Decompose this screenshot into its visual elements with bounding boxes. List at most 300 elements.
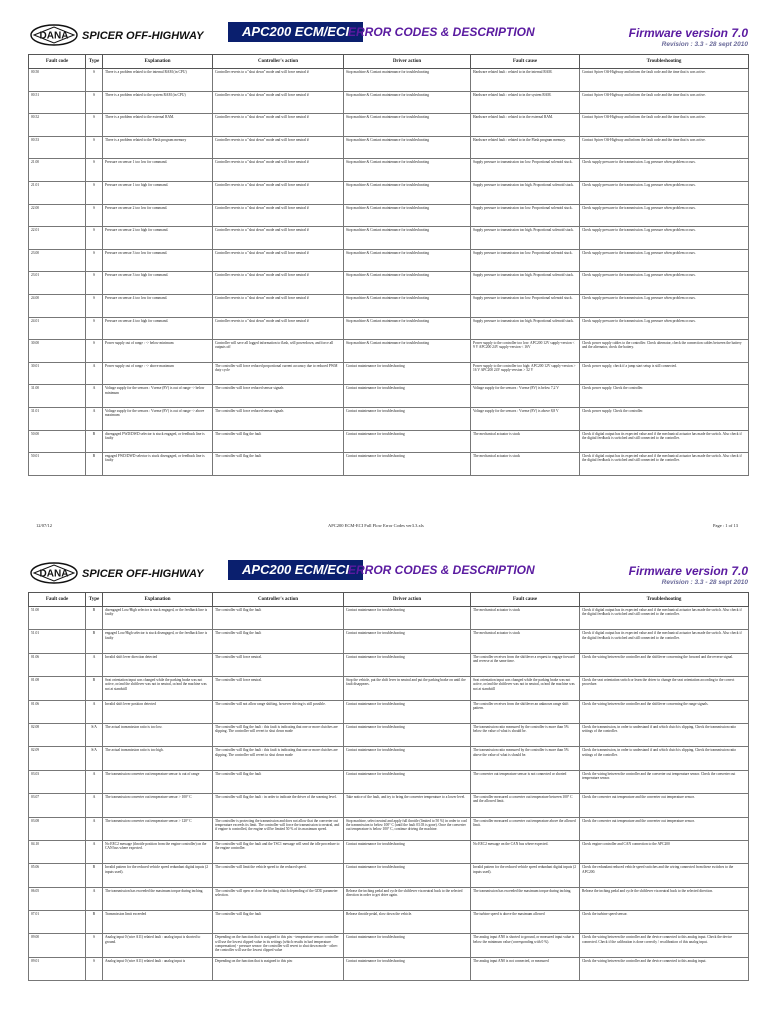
fault-cause-cell: Supply pressure to transmission too low. Proportional solenoid stuck. [471,204,580,227]
column-header: Fault code [29,55,86,69]
fault-cause-cell: The analog input AN0 is shorted to ground, or measured input value is below the minimum value (corresponding with 0 %). [471,934,580,957]
troubleshooting-cell: Check the redundant reduced vehicle speed switches and the wiring connected from these switches to the APC200. [580,864,749,887]
footer-date: 12/07/12 [36,523,53,528]
fault-cause-cell: Supply pressure to transmission too low. Proportional solenoid stuck. [471,159,580,182]
troubleshooting-cell: Check the turbine speed sensor. [580,911,749,934]
column-header: Fault cause [471,55,580,69]
troubleshooting-cell: Check power supply. Check the controller. [580,407,749,430]
column-header: Explanation [103,593,213,607]
explanation-cell: The transmission converter out temperature sensor is out of range [103,770,213,793]
troubleshooting-cell: Check power supply, check if a jump start setup is still connected. [580,362,749,385]
troubleshooting-cell: Check supply pressure to the transmission. Log pressure when problem occurs. [580,249,749,272]
troubleshooting-cell: Check the transmission, in order to understand if and which clutch is slipping. Check the transmission ratio settings of the controller. [580,723,749,746]
firmware-version: Firmware version 7.0 [628,564,748,578]
fault-code-cell: 30.00 [29,340,86,363]
driver-action-cell: Stop machine, select neutral and apply full throttle (limited to 50 %) in order to cool the transmission to below 100° C (until the fault 03.03 is gone). Once the converter out temperature is below 100° C, continue driving the machine. [344,817,471,840]
controller-action-cell: The controller will open or close the inching clutch depending of the GDU parameter selection. [213,887,344,910]
troubleshooting-cell: Check the wiring between the controller and the device connected to this analog input. Check the device connected. Check if the calibration is done correctly / recalibration of this analog input. [580,934,749,957]
explanation-cell: There is a problem related to the Flash program memory [103,136,213,159]
type-cell: S [86,272,103,295]
table-row [29,227,749,250]
driver-action-cell: Stop machine & Contact maintenance for troubleshooting [344,249,471,272]
explanation-cell: Pressure on sensor 1 too low for command. [103,159,213,182]
table-row [29,911,749,934]
type-cell: A [86,407,103,430]
type-cell: A [86,700,103,723]
table-row [29,840,749,863]
fault-code-cell: 01.08 [29,677,86,700]
driver-action-cell: Stop machine & Contact maintenance for troubleshooting [344,204,471,227]
troubleshooting-cell: Check the seat orientation switch or learn the driver to change the seat orientation according to the correct procedure. [580,677,749,700]
table-row [29,407,749,430]
explanation-cell: Analog input 0 (wire A11) related fault : analog input is [103,957,213,980]
controller-action-cell: The controller will flag the fault [213,630,344,653]
fault-cause-cell: The controller measured a converter out temperature between 100° C and the allowed limit. [471,794,580,817]
controller-action-cell: The controller is protecting the transmission and does not allow that the converter out temperature exceeds its limit. The controller will force the transmission to neutral, and if engine is controlled, the engine will be limited 50 % of its maximum speed. [213,817,344,840]
explanation-cell: Invalid pattern for the reduced vehicle speed redundant digital inputs (2 inputs used). [103,864,213,887]
controller-action-cell: The controller will flag the fault : this fault is indicating that one or more clutches are slipping. The controller will revert to shut down mode [213,723,344,746]
fault-cause-cell: Supply pressure to transmission too high. Proportional solenoid stuck. [471,317,580,340]
type-cell: S [86,249,103,272]
fault-code-cell: 21.01 [29,181,86,204]
type-cell: A [86,770,103,793]
controller-action-cell: Controller reverts to a "shut down" mode and will force neutral # [213,181,344,204]
controller-action-cell: The controller will flag the fault [213,453,344,476]
fault-code-cell: 09.00 [29,934,86,957]
fault-code-cell: 00.51 [29,91,86,114]
controller-action-cell: The controller will flag the fault [213,911,344,934]
explanation-cell: Power supply out of range : -> below minimum [103,340,213,363]
driver-action-cell: Contact maintenance for troubleshooting [344,864,471,887]
table-row [29,294,749,317]
driver-action-cell: Contact maintenance for troubleshooting [344,700,471,723]
driver-action-cell: Contact maintenance for troubleshooting [344,607,471,630]
fault-code-cell: 30.01 [29,362,86,385]
fault-cause-cell: Supply pressure to transmission too low. Proportional solenoid stuck. [471,294,580,317]
troubleshooting-cell: Check supply pressure to the transmission. Log pressure when problem occurs. [580,159,749,182]
controller-action-cell: Controller will save all logged information to flash, will powerdown, and force all outputs off [213,340,344,363]
column-header: Type [86,55,103,69]
fault-cause-cell: Hardware related fault : related to in the internal RAM. [471,69,580,92]
controller-action-cell: Controller reverts to a "shut down" mode and will force neutral # [213,317,344,340]
fault-cause-cell: Voltage supply for the sensors : Vsense (8V) is above 8,8 V [471,407,580,430]
table-header [29,593,749,607]
driver-action-cell: Contact maintenance for troubleshooting [344,630,471,653]
driver-action-cell: Stop machine & Contact maintenance for troubleshooting [344,159,471,182]
troubleshooting-cell: Check the converter out temperature and the converter out temperature sensor. [580,817,749,840]
driver-action-cell: Stop machine & Contact maintenance for troubleshooting [344,136,471,159]
type-cell: S/A [86,747,103,770]
driver-action-cell: Stop machine & Contact maintenance for troubleshooting [344,227,471,250]
fault-code-cell: 22.01 [29,227,86,250]
type-cell: B [86,677,103,700]
fault-cause-cell: The controller receives from the shiftlever a request to engage forward and reverse at the same time. [471,653,580,676]
fault-code-cell: 50.01 [29,453,86,476]
error-codes-table [28,592,749,981]
driver-action-cell: Stop machine & Contact maintenance for troubleshooting [344,317,471,340]
page-footer [28,523,748,531]
controller-action-cell: Controller reverts to a "shut down" mode and will force neutral # [213,204,344,227]
fault-cause-cell: Power supply to the controller too high: APC200 12V supply-version > 16 V APC200 24V supply-version > 32 V [471,362,580,385]
troubleshooting-cell: Contact Spicer Off-Highway and inform the fault code and the time that is was active. [580,69,749,92]
explanation-cell: There is a problem related to the system RAM (in CPU) [103,91,213,114]
type-cell: S [86,227,103,250]
table-row [29,747,749,770]
model-title: APC200 ECM/ECI [228,22,363,42]
explanation-cell: Pressure on sensor 4 too high for command. [103,317,213,340]
troubleshooting-cell: Check if digital output has its expected value and if the mechanical actuator has made the switch. Also check if the digital feedback is switched and still connected to the controller. [580,607,749,630]
driver-action-cell: Contact maintenance for troubleshooting [344,362,471,385]
table-row [29,864,749,887]
fault-code-cell: 09.01 [29,957,86,980]
model-title: APC200 ECM/ECI [228,560,363,580]
type-cell: S [86,317,103,340]
fault-code-cell: 23.00 [29,249,86,272]
fault-code-cell: 01.06 [29,700,86,723]
controller-action-cell: The controller will flag the fault : in order to indicate the driver of the warning level. [213,794,344,817]
controller-action-cell: Controller reverts to a "shut down" mode and will force neutral # [213,272,344,295]
fault-cause-cell: The transmission ratio measured by the controller is more than 5% above the value of what is should be. [471,747,580,770]
table-row [29,794,749,817]
fault-code-cell: 00.50 [29,69,86,92]
fault-cause-cell: Supply pressure to transmission too high. Proportional solenoid stuck. [471,272,580,295]
document-page-2 [24,560,748,1024]
column-header: Fault cause [471,593,580,607]
type-cell: B [86,911,103,934]
fault-code-cell: 02.08 [29,723,86,746]
firmware-version: Firmware version 7.0 [628,26,748,40]
type-cell: S [86,934,103,957]
explanation-cell: The actual transmission ratio is too high. [103,747,213,770]
table-row [29,91,749,114]
table-row [29,362,749,385]
type-cell: S [86,204,103,227]
type-cell: A [86,362,103,385]
revision-label: Revision : 3.3 - 28 sept 2010 [661,41,748,48]
troubleshooting-cell: Check supply pressure to the transmission. Log pressure when problem occurs. [580,294,749,317]
fault-cause-cell: The mechanical actuator is stuck [471,630,580,653]
table-row [29,204,749,227]
controller-action-cell: Controller reverts to a "shut down" mode and will force neutral # [213,294,344,317]
type-cell: B [86,453,103,476]
troubleshooting-cell: Check if digital output has its expected value and if the mechanical actuator has made the switch. Also check if the digital feedback is switched and still connected to the controller. [580,430,749,453]
fault-code-cell: 31.00 [29,385,86,408]
revision-label: Revision : 3.3 - 28 sept 2010 [661,579,748,586]
fault-code-cell: 31.01 [29,407,86,430]
fault-code-cell: 23.01 [29,272,86,295]
troubleshooting-cell: Check power supply. Check the controller. [580,385,749,408]
table-row [29,700,749,723]
fault-cause-cell: The transmission ratio measured by the controller is more than 5% below the value of what is should be. [471,723,580,746]
fault-cause-cell: The mechanical actuator is stuck [471,607,580,630]
troubleshooting-cell: Contact Spicer Off-Highway and inform the fault code and the time that is was active. [580,91,749,114]
dana-logo [30,24,235,46]
driver-action-cell: Contact maintenance for troubleshooting [344,957,471,980]
error-codes-table [28,54,749,476]
fault-code-cell: 01.06 [29,653,86,676]
fault-code-cell: 00.53 [29,136,86,159]
fault-code-cell: 03.08 [29,817,86,840]
controller-action-cell: Controller reverts to a "shut down" mode and will force neutral # [213,114,344,137]
fault-cause-cell: Seat orientation input was changed while the parking brake was not active, or/and the shiftlever was not in neutral, or/and the machine was not at standstill [471,677,580,700]
fault-cause-cell: Supply pressure to transmission too high. Proportional solenoid stuck. [471,181,580,204]
type-cell: S [86,957,103,980]
explanation-cell: Pressure on sensor 2 too low for command. [103,204,213,227]
table-row [29,272,749,295]
explanation-cell: engaged Low/High selector is stuck disengaged, or the feedback line is faulty [103,630,213,653]
fault-cause-cell: No EEC2 message on the CAN bus where expected. [471,840,580,863]
type-cell: S/A [86,723,103,746]
explanation-cell: The transmission converter out temperature sensor > 100° C [103,794,213,817]
driver-action-cell: Stop machine & Contact maintenance for troubleshooting [344,91,471,114]
troubleshooting-cell: Check supply pressure to the transmission. Log pressure when problem occurs. [580,204,749,227]
document-page-1 [24,22,748,527]
controller-action-cell: The controller will flag the fault and the TSC1 message will send the idle procedure to the engine controller. [213,840,344,863]
table-row [29,385,749,408]
table-row [29,934,749,957]
explanation-cell: Pressure on sensor 3 too high for command. [103,272,213,295]
explanation-cell: The actual transmission ratio is too low. [103,723,213,746]
driver-action-cell: Contact maintenance for troubleshooting [344,385,471,408]
column-header: Explanation [103,55,213,69]
troubleshooting-cell: Contact Spicer Off-Highway and inform the fault code and the time that is was active. [580,114,749,137]
controller-action-cell: Depending on the function that is assigned to this pin: [213,957,344,980]
column-header: Troubleshooting [580,593,749,607]
controller-action-cell: The controller will force reduced sensor signals [213,385,344,408]
explanation-cell: disengaged Low/High selector is stuck engaged, or the feedback line is faulty [103,607,213,630]
troubleshooting-cell: Check the converter out temperature and the converter out temperature sensor. [580,794,749,817]
driver-action-cell: Take notice of the fault, and try to bring the converter temperature to a lower level. [344,794,471,817]
controller-action-cell: The controller will flag the fault [213,770,344,793]
type-cell: A [86,840,103,863]
table-row [29,653,749,676]
fault-code-cell: 24.00 [29,294,86,317]
driver-action-cell: Contact maintenance for troubleshooting [344,723,471,746]
svg-text:SPICER OFF-HIGHWAY: SPICER OFF-HIGHWAY [82,30,204,42]
controller-action-cell: The controller will force reduced sensor signals [213,407,344,430]
table-row [29,630,749,653]
troubleshooting-cell: Check if digital output has its expected value and if the mechanical actuator has made the switch. Also check if the digital feedback is switched and still connected to the controller. [580,630,749,653]
table-row [29,69,749,92]
explanation-cell: Pressure on sensor 2 too high for command. [103,227,213,250]
driver-action-cell: Stop machine & Contact maintenance for troubleshooting [344,272,471,295]
fault-code-cell: 24.01 [29,317,86,340]
controller-action-cell: Controller reverts to a "shut down" mode and will force neutral # [213,227,344,250]
type-cell: A [86,385,103,408]
fault-cause-cell: Hardware related fault : related to in the system RAM. [471,91,580,114]
type-cell: B [86,864,103,887]
troubleshooting-cell: Check the wiring between the controller and the shiftlever concerning the range signals. [580,700,749,723]
table-row [29,114,749,137]
fault-cause-cell: Supply pressure to transmission too low. Proportional solenoid stuck. [471,249,580,272]
fault-code-cell: 00.52 [29,114,86,137]
driver-action-cell: Stop machine & Contact maintenance for troubleshooting [344,340,471,363]
explanation-cell: Seat orientation input was changed while the parking brake was not active, or/and the shiftlever was not in neutral, or/and the machine was not at standstill [103,677,213,700]
troubleshooting-cell: Check supply pressure to the transmission. Log pressure when problem occurs. [580,181,749,204]
fault-cause-cell: Invalid pattern for the reduced vehicle speed redundant digital inputs (2 inputs used). [471,864,580,887]
table-row [29,430,749,453]
table-row [29,340,749,363]
fault-code-cell: 06.05 [29,887,86,910]
troubleshooting-cell: Check supply pressure to the transmission. Log pressure when problem occurs. [580,272,749,295]
troubleshooting-cell: Contact Spicer Off-Highway and inform the fault code and the time that is was active. [580,136,749,159]
fault-cause-cell: The mechanical actuator is stuck [471,430,580,453]
fault-code-cell: 51.01 [29,630,86,653]
table-row [29,887,749,910]
fault-cause-cell: Hardware related fault : related to in the Flash program memory. [471,136,580,159]
type-cell: B [86,630,103,653]
controller-action-cell: Depending on the function that is assigned to this pin: - temperature sensor: controller will use the lowest clipped value in its settings (which results in bad temperature compensation) - pressure sensor: the controller will revert to shut down mode - other: the controller will use the lowest clipped value [213,934,344,957]
controller-action-cell: The controller will flag the fault [213,607,344,630]
column-header: Driver action [344,55,471,69]
type-cell: S [86,294,103,317]
fault-cause-cell: The analog input AN0 is not connected, or measured [471,957,580,980]
fault-cause-cell: The mechanical actuator is stuck [471,453,580,476]
troubleshooting-cell: Check the wiring between the controller and the shiftlever concerning the forward and the reverse signal. [580,653,749,676]
table-row [29,607,749,630]
table-row [29,249,749,272]
controller-action-cell: The controller will force neutral. [213,677,344,700]
table-row [29,159,749,182]
table-header [29,55,749,69]
troubleshooting-cell: Check the transmission, in order to understand if and which clutch is slipping. Check the transmission ratio settings of the controller. [580,747,749,770]
explanation-cell: There is a problem related to the internal RAM (in CPU) [103,69,213,92]
fault-cause-cell: The transmission has exceeded the maximum torque during inching. [471,887,580,910]
explanation-cell: Pressure on sensor 4 too low for command. [103,294,213,317]
fault-code-cell: 04.10 [29,840,86,863]
fault-code-cell: 07.01 [29,911,86,934]
table-body [29,607,749,981]
controller-action-cell: Controller reverts to a "shut down" mode and will force neutral # [213,136,344,159]
troubleshooting-cell: Check power supply cables to the controller. Check alternator, check the connection cables between the battery and the alternator, check the battery. [580,340,749,363]
troubleshooting-cell: Check supply pressure to the transmission. Log pressure when problem occurs. [580,317,749,340]
driver-action-cell: Contact maintenance for troubleshooting [344,407,471,430]
driver-action-cell: Contact maintenance for troubleshooting [344,934,471,957]
column-header: Fault code [29,593,86,607]
table-row [29,453,749,476]
controller-action-cell: Controller reverts to a "shut down" mode and will force neutral # [213,159,344,182]
fault-cause-cell: The controller receives from the shiftlever an unknown range shift pattern. [471,700,580,723]
controller-action-cell: The controller will force reduced proportional current accuracy due to reduced PWM duty cycle [213,362,344,385]
fault-code-cell: 22.00 [29,204,86,227]
driver-action-cell: Contact maintenance for troubleshooting [344,430,471,453]
document-title: ERROR CODES & DESCRIPTION [348,563,535,577]
explanation-cell: Power supply out of range : -> above maximum [103,362,213,385]
column-header: Driver action [344,593,471,607]
footer-filename: APC200 ECM-ECI Full Flow Error Codes ver3.3.xls [328,523,424,528]
type-cell: S [86,159,103,182]
explanation-cell: Voltage supply for the sensors : Vsense (8V) is out of range -> below minimum [103,385,213,408]
type-cell: A [86,794,103,817]
type-cell: S [86,340,103,363]
driver-action-cell: Stop machine & Contact maintenance for troubleshooting [344,294,471,317]
explanation-cell: The transmission has exceeded the maximum torque during inching. [103,887,213,910]
driver-action-cell: Contact maintenance for troubleshooting [344,747,471,770]
troubleshooting-cell: Check engine controller and CAN connection to the APC200 [580,840,749,863]
fault-code-cell: 21.00 [29,159,86,182]
driver-action-cell: Stop the vehicle, put the shift lever in neutral and put the parking brake on until the fault disappears. [344,677,471,700]
explanation-cell: Pressure on sensor 3 too low for command. [103,249,213,272]
troubleshooting-cell: Release the inching pedal and cycle the shiftlever via neutral back to the selected direction. [580,887,749,910]
type-cell: A [86,817,103,840]
controller-action-cell: The controller will flag the fault : this fault is indicating that one or more clutches are slipping. The controller will revert to shut down mode [213,747,344,770]
table-row [29,723,749,746]
fault-cause-cell: Supply pressure to transmission too high. Proportional solenoid stuck. [471,227,580,250]
type-cell: A [86,887,103,910]
fault-code-cell: 51.00 [29,607,86,630]
column-header: Type [86,593,103,607]
troubleshooting-cell: Check supply pressure to the transmission. Log pressure when problem occurs. [580,227,749,250]
explanation-cell: disengaged FWD/DWD selector is stuck engaged, or feedback line is faulty [103,430,213,453]
explanation-cell: Invalid shift lever direction detected [103,653,213,676]
explanation-cell: No EEC2 message (throttle position from the engine controller) on the CAN bus where expected. [103,840,213,863]
fault-cause-cell: The controller measured a converter out temperature above the allowed limit. [471,817,580,840]
driver-action-cell: Contact maintenance for troubleshooting [344,653,471,676]
controller-action-cell: The controller will limit the vehicle speed to the reduced speed. [213,864,344,887]
table-row [29,181,749,204]
explanation-cell: There is a problem related to the external RAM. [103,114,213,137]
type-cell: S [86,114,103,137]
type-cell: A [86,653,103,676]
explanation-cell: Pressure on sensor 1 too high for command. [103,181,213,204]
controller-action-cell: The controller will force neutral. [213,653,344,676]
dana-logo [30,562,235,584]
type-cell: B [86,607,103,630]
driver-action-cell: Stop machine & Contact maintenance for troubleshooting [344,181,471,204]
explanation-cell: The transmission converter out temperature sensor > 120° C [103,817,213,840]
table-body [29,69,749,476]
controller-action-cell: Controller reverts to a "shut down" mode and will force neutral # [213,91,344,114]
controller-action-cell: Controller reverts to a "shut down" mode and will force neutral # [213,249,344,272]
fault-code-cell: 05.06 [29,864,86,887]
table-row [29,677,749,700]
footer-page-number: Page : 1 of 13 [713,523,738,528]
type-cell: S [86,91,103,114]
fault-code-cell: 03.03 [29,770,86,793]
column-header: Controller's action [213,55,344,69]
type-cell: S [86,69,103,92]
column-header: Controller's action [213,593,344,607]
troubleshooting-cell: Check if digital output has its expected value and if the mechanical actuator has made the switch. Also check if the digital feedback is switched and still connected to the controller. [580,453,749,476]
document-title: ERROR CODES & DESCRIPTION [348,25,535,39]
driver-action-cell: Release throttle pedal, slow down the vehicle. [344,911,471,934]
driver-action-cell: Contact maintenance for troubleshooting [344,840,471,863]
fault-code-cell: 50.00 [29,430,86,453]
driver-action-cell: Contact maintenance for troubleshooting [344,453,471,476]
driver-action-cell: Stop machine & Contact maintenance for troubleshooting [344,69,471,92]
fault-code-cell: 03.07 [29,794,86,817]
table-row [29,817,749,840]
explanation-cell: engaged FWD/DWD selector is stuck disengaged, or feedback line is faulty [103,453,213,476]
fault-cause-cell: The turbine speed is above the maximum allowed [471,911,580,934]
fault-cause-cell: Hardware related fault : related to in the external RAM. [471,114,580,137]
troubleshooting-cell: Check the wiring between the controller and the converter out temperature sensor. Check the converter out temperature sensor. [580,770,749,793]
column-header: Troubleshooting [580,55,749,69]
driver-action-cell: Release the inching pedal and cycle the shiftlever via neutral back to the selected direction in order to get drive again. [344,887,471,910]
type-cell: S [86,181,103,204]
troubleshooting-cell: Check the wiring between the controller and the device connected to this analog input. [580,957,749,980]
explanation-cell: Transmission limit exceeded [103,911,213,934]
fault-code-cell: 02.09 [29,747,86,770]
controller-action-cell: The controller will not allow range shifting, however driving is still possible. [213,700,344,723]
table-row [29,957,749,980]
table-row [29,136,749,159]
driver-action-cell: Contact maintenance for troubleshooting [344,770,471,793]
explanation-cell: Analog input 0 (wire A11) related fault : analog input is shorted to ground. [103,934,213,957]
table-row [29,770,749,793]
controller-action-cell: The controller will flag the fault [213,430,344,453]
fault-cause-cell: The converter out temperature sensor is not connected or shorted [471,770,580,793]
